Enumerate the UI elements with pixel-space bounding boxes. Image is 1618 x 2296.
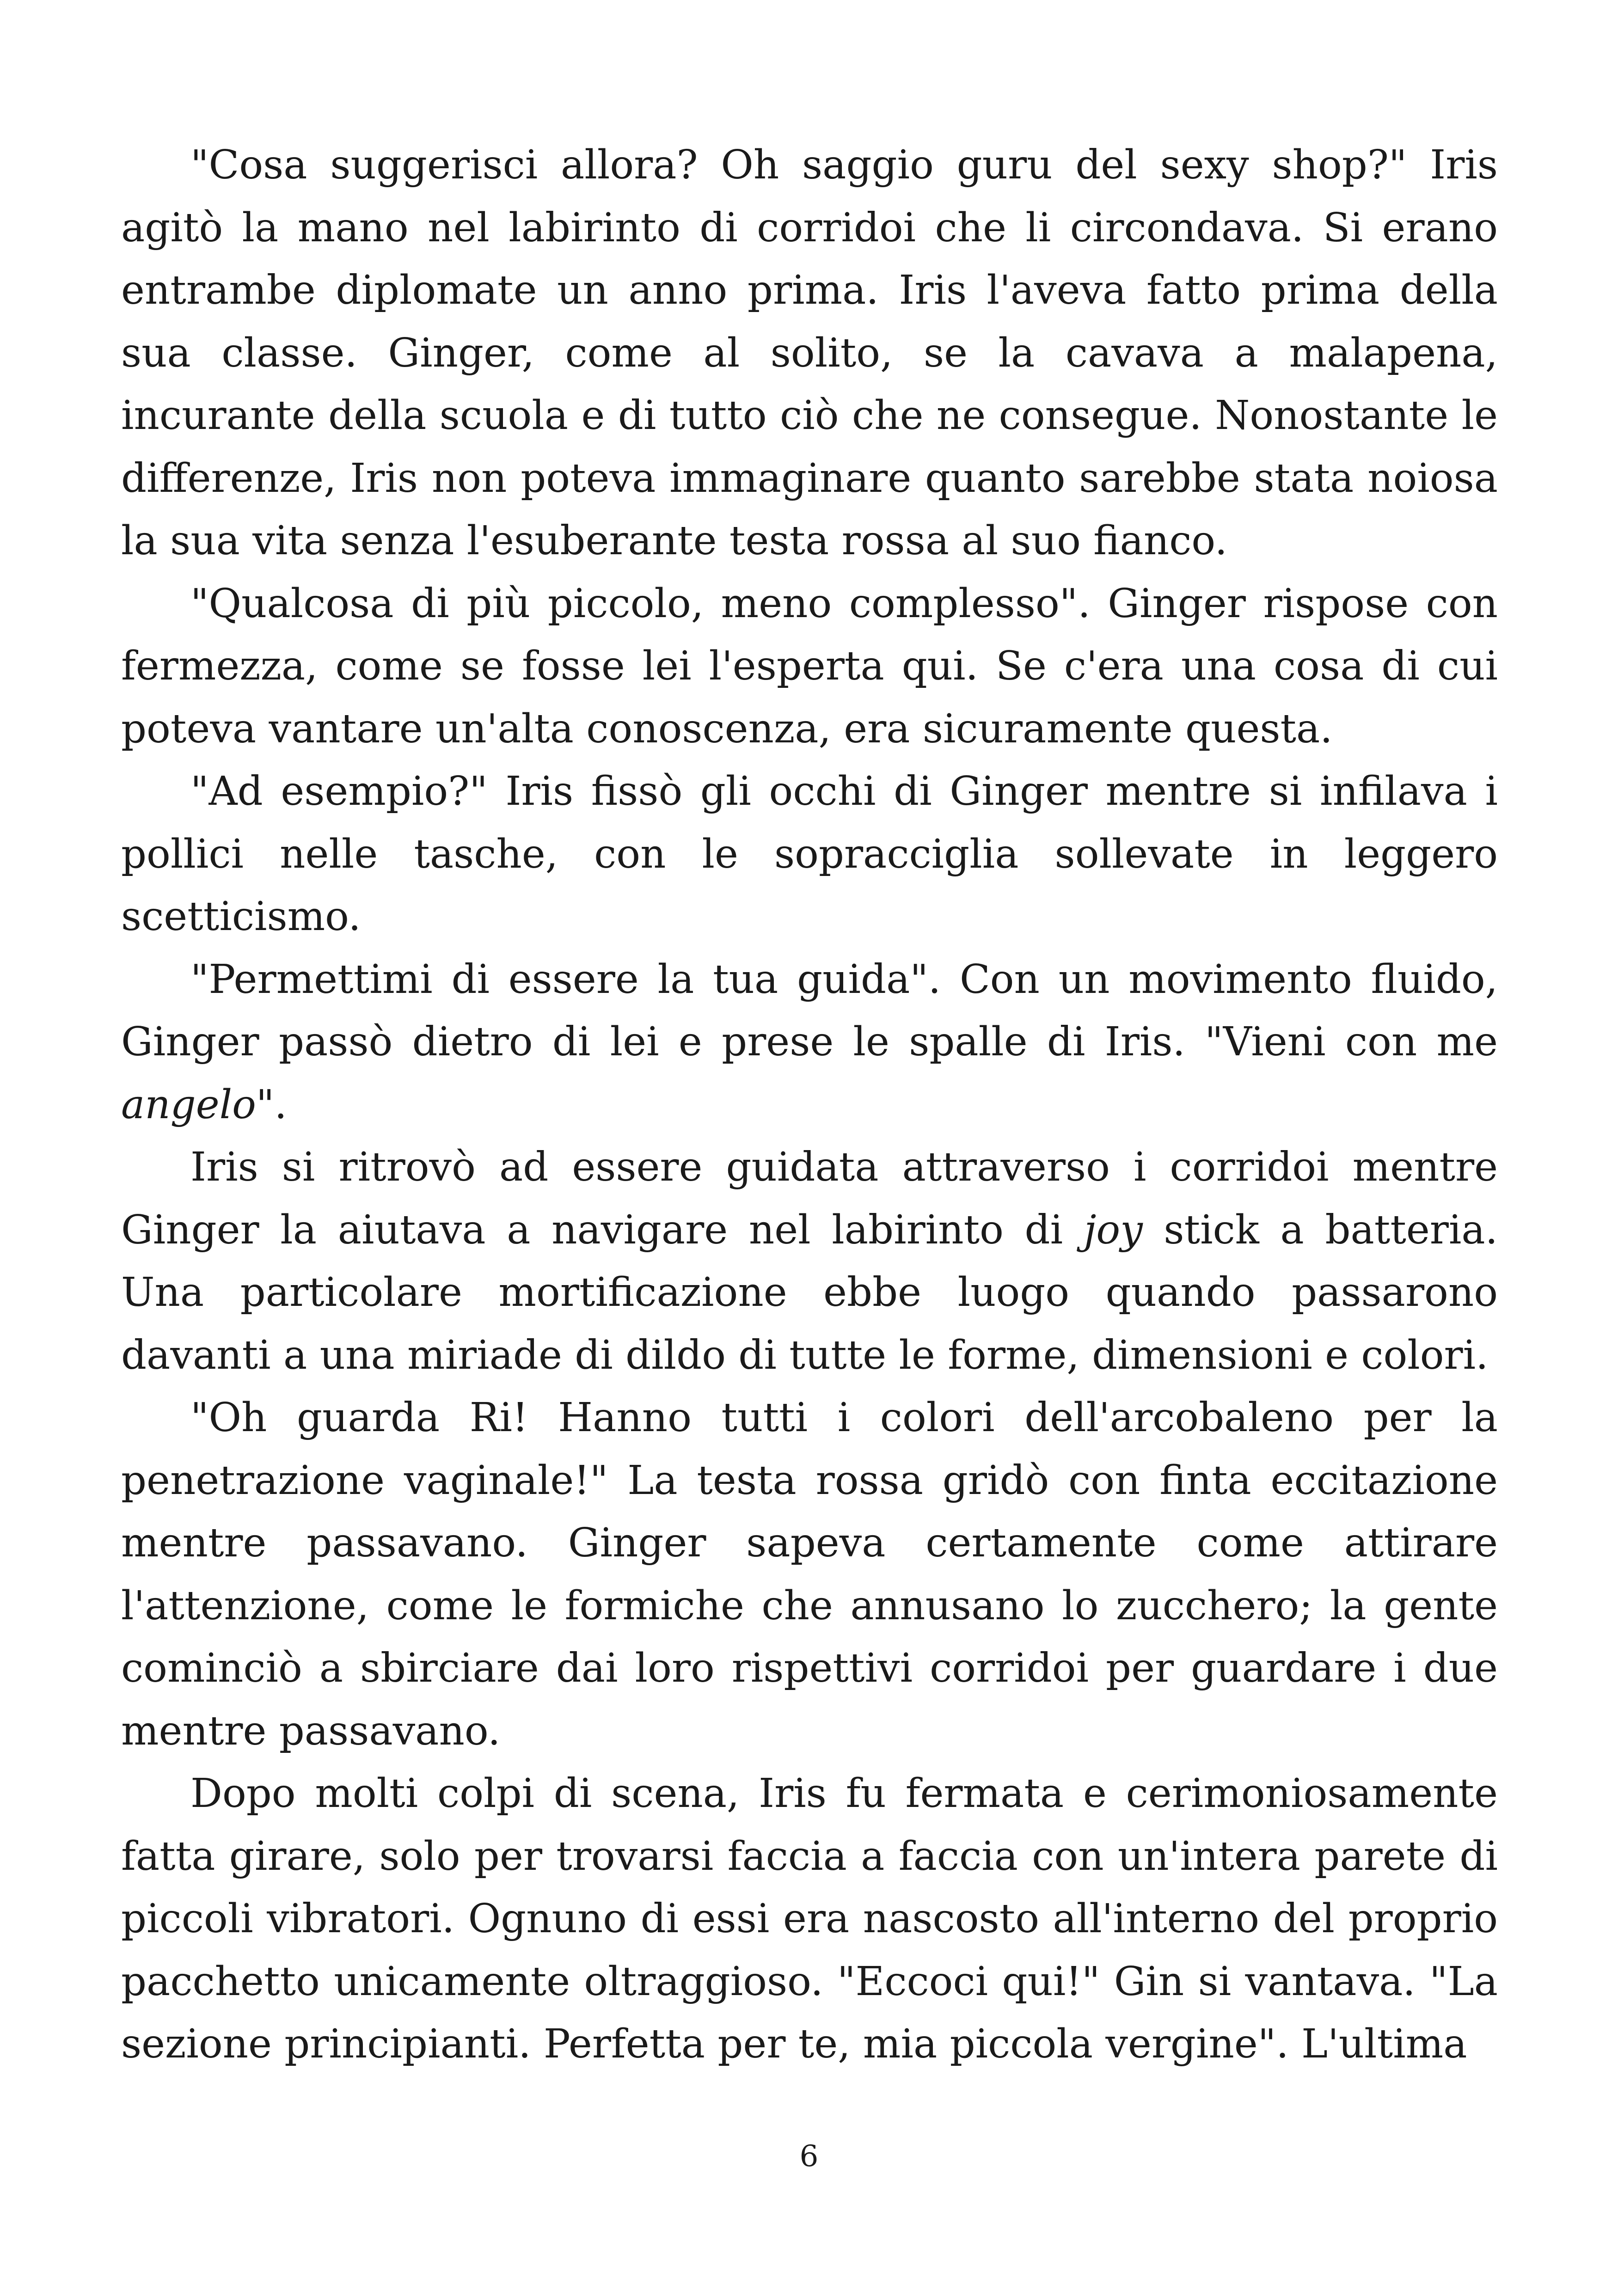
text-run: "Cosa suggerisci allora? Oh saggio guru del sexy shop?" Iris agitò la mano nel labirinto di corridoi che li circondava. Si erano entrambe diplomate un anno prima. Iris l'aveva fatto prima della sua classe. Ginger, come al solito, se la cavava a malapena, incurante della scuola e di tutto ciò che ne consegue. Nonostante le differenze, Iris non poteva immaginare quanto sarebbe stata noiosa la sua vita senza l'esuberante testa rossa al suo fianco. <box>121 142 1498 564</box>
page-number: 6 <box>799 2139 819 2174</box>
paragraph <box>121 760 1498 949</box>
paragraph <box>121 134 1498 573</box>
page-body <box>121 134 1498 2076</box>
text-run: "Qualcosa di più piccolo, meno complesso". Ginger rispose con fermezza, come se fosse lei l'esperta qui. Se c'era una cosa di cui poteva vantare un'alta conoscenza, era sicuramente questa. <box>121 580 1498 752</box>
paragraph <box>121 573 1498 761</box>
italic-text-run: angelo <box>121 1081 256 1128</box>
text-run: "Permettimi di essere la tua guida". Con un movimento fluido, Ginger passò dietro di lei e prese le spalle di Iris. "Vieni con me <box>121 956 1498 1065</box>
paragraph <box>121 1387 1498 1763</box>
text-run: Dopo molti colpi di scena, Iris fu fermata e cerimoniosamente fatta girare, solo per trovarsi faccia a faccia con un'intera parete di piccoli vibratori. Ognuno di essi era nascosto all'interno del proprio pacchetto unicamente oltraggioso. "Eccoci qui!" Gin si vantava. "La sezione principianti. Perfetta per te, mia piccola vergine". L'ultima <box>121 1770 1498 2067</box>
text-run: ". <box>256 1081 287 1128</box>
paragraph <box>121 1763 1498 2076</box>
text-run: stick a batteria. Una particolare mortificazione ebbe luogo quando passarono davanti a una miriade di dildo di tutte le forme, dimensioni e colori. <box>121 1206 1498 1378</box>
italic-text-run: joy <box>1084 1206 1143 1253</box>
text-run: Iris si ritrovò ad essere guidata attraverso i corridoi mentre Ginger la aiutava a navigare nel labirinto di <box>121 1144 1498 1253</box>
paragraph <box>121 1136 1498 1387</box>
text-run: "Oh guarda Ri! Hanno tutti i colori dell'arcobaleno per la penetrazione vaginale!" La testa rossa gridò con finta eccitazione mentre passavano. Ginger sapeva certamente come attirare l'attenzione, come le formiche che annusano lo zucchero; la gente cominciò a sbirciare dai loro rispettivi corridoi per guardare i due mentre passavano. <box>121 1395 1498 1754</box>
text-run: "Ad esempio?" Iris fissò gli occhi di Ginger mentre si infilava i pollici nelle tasche, con le sopracciglia sollevate in leggero scetticismo. <box>121 768 1498 940</box>
paragraph <box>121 949 1498 1137</box>
